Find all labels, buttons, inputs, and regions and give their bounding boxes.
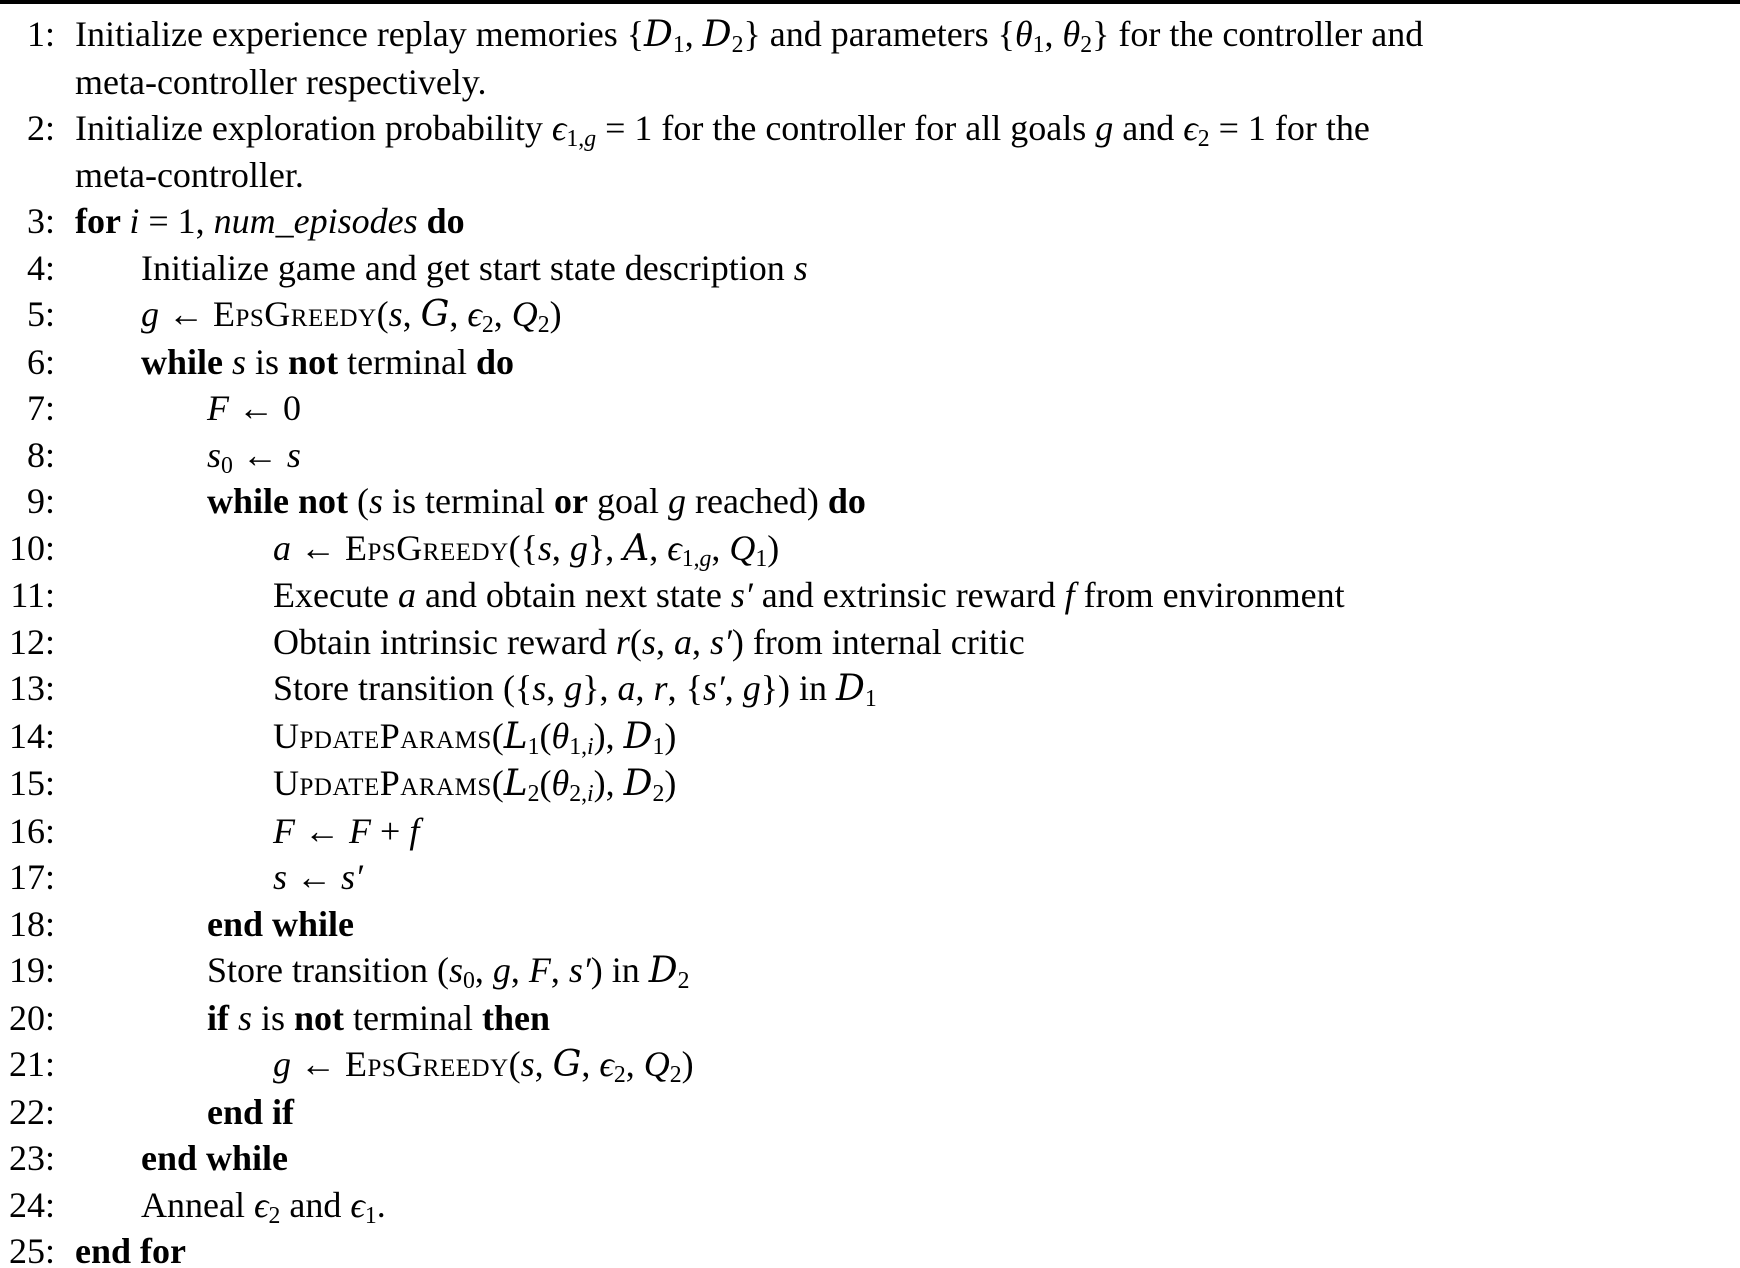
text-segment: ) from internal critic (731, 621, 1025, 662)
line-number: 20: (8, 997, 55, 1038)
text-segment: , (474, 950, 493, 990)
line-number: 6: (26, 341, 55, 382)
text-segment: , (449, 294, 468, 334)
text-segment: , (649, 527, 668, 568)
line-number: 5: (26, 294, 55, 334)
algo-line-8 (0, 432, 1740, 479)
algo-line-6 (0, 339, 1740, 386)
text-segment: , (724, 668, 743, 708)
text-segment: g (141, 294, 159, 334)
text-segment: ( (348, 481, 370, 521)
algo-line-16 (0, 808, 1740, 855)
line-number: 9: (26, 481, 55, 521)
text-segment: EpsGreedy (213, 294, 377, 334)
line-number: 14: (8, 715, 55, 756)
text-segment: , (1044, 14, 1063, 54)
text-segment: ϵ (350, 1184, 365, 1225)
text-segment: , (635, 668, 654, 708)
text-segment: Q (511, 294, 538, 334)
text-segment: g (1095, 108, 1114, 148)
text-segment: ) in (590, 950, 649, 990)
text-segment: ← (291, 1044, 345, 1084)
text-segment: Obtain intrinsic reward (273, 621, 616, 662)
text-segment: i (587, 780, 594, 807)
text-segment: not (294, 997, 345, 1038)
algo-line-14 (0, 713, 1740, 761)
text-segment: g (569, 527, 588, 568)
text-segment: Initialize experience replay memories { (75, 14, 645, 54)
text-segment: g (667, 481, 686, 521)
text-segment: , (493, 294, 512, 334)
line-number: 2: (26, 108, 55, 148)
text-segment: } for the controller and (1092, 14, 1424, 54)
text-segment: ) (549, 294, 562, 334)
text-segment: not (288, 341, 339, 382)
text-segment: , (655, 621, 674, 662)
text-segment: and extrinsic reward (752, 575, 1065, 615)
text-segment: ( (491, 715, 504, 756)
algo-line-2 (0, 105, 1740, 198)
text-segment: i (129, 201, 140, 241)
text-segment: while (207, 481, 299, 521)
text-segment: F (528, 950, 551, 990)
text-segment: num_episodes (213, 201, 418, 241)
line-content (75, 854, 1740, 901)
text-segment: g (584, 125, 597, 152)
line-number: 23: (8, 1138, 55, 1178)
line-content (75, 11, 1740, 105)
text-segment: L (503, 763, 528, 804)
text-segment: ) (664, 763, 677, 803)
text-segment: F (207, 388, 229, 428)
text-segment: G (552, 1044, 582, 1085)
line-number: 13: (8, 668, 55, 708)
text-segment: s (369, 481, 384, 521)
text-segment: Q (729, 527, 756, 568)
text-segment: 2 (669, 1061, 682, 1088)
text-segment: , (510, 950, 529, 990)
text-segment: 0 (462, 967, 475, 994)
text-segment: s (520, 1044, 535, 1084)
text-segment: ← (287, 857, 342, 897)
text-segment: 2 (268, 1202, 281, 1229)
text-segment: }) in (760, 668, 837, 708)
text-segment: ( (629, 621, 642, 662)
line-number: 21: (8, 1044, 55, 1084)
line-number: 7: (26, 388, 55, 428)
algo-line-3 (0, 198, 1740, 245)
text-segment: do (827, 481, 866, 521)
text-segment: do (426, 201, 465, 241)
text-segment: 0 (221, 452, 233, 479)
text-segment: i (587, 733, 594, 760)
line-number: 1: (26, 14, 55, 54)
text-segment: , (534, 1044, 553, 1084)
text-segment: D (623, 715, 653, 757)
text-segment: θ (551, 763, 570, 803)
algo-line-23 (0, 1135, 1740, 1182)
text-segment: s (793, 247, 808, 288)
line-number: 11: (10, 575, 55, 615)
text-segment: 1 (755, 545, 768, 572)
line-number: 17: (8, 857, 55, 897)
text-segment: Initialize game and get start state description (141, 247, 794, 288)
text-segment: if (207, 997, 238, 1038)
text-segment: , (546, 668, 565, 708)
line-number: 19: (8, 950, 55, 990)
text-segment: s (388, 294, 403, 334)
text-segment: 1, (681, 545, 700, 572)
text-segment: = 1, (139, 201, 214, 241)
line-number: 4: (26, 247, 55, 288)
text-segment: ϵ (551, 108, 567, 148)
algo-line-7 (0, 385, 1740, 432)
text-segment: g (699, 545, 712, 572)
text-segment: s (232, 341, 247, 382)
line-content (75, 760, 1740, 808)
text-segment: and (280, 1184, 351, 1225)
text-segment: g (742, 668, 761, 708)
line-number: 10: (8, 527, 55, 568)
text-segment: Anneal (141, 1184, 254, 1225)
text-segment: s′ (568, 950, 591, 990)
text-segment: + (371, 810, 410, 851)
text-segment: D (623, 763, 653, 804)
text-segment: then (482, 997, 551, 1038)
text-segment: ← (159, 294, 213, 334)
line-content (75, 198, 1740, 245)
algo-line-11 (0, 572, 1740, 619)
text-segment: ϵ (667, 527, 682, 568)
text-segment: 1, (569, 733, 587, 760)
text-segment: D (702, 14, 732, 55)
algo-line-24 (0, 1182, 1740, 1229)
line-content (75, 665, 1740, 713)
text-segment: ( (491, 763, 504, 803)
text-segment: meta-controller. (75, 154, 304, 195)
text-segment: ), (593, 715, 624, 756)
text-segment: ϵ (467, 294, 482, 334)
text-segment: = 1 for the controller for all goals (596, 108, 1096, 148)
algo-line-18 (0, 901, 1740, 948)
algo-line-1 (0, 11, 1740, 105)
line-content (75, 291, 1740, 339)
text-segment: and obtain next state (415, 575, 731, 615)
text-segment: Store transition ( (207, 950, 449, 990)
text-segment: , (625, 1044, 644, 1084)
text-segment: , (551, 527, 570, 568)
line-content (75, 1135, 1740, 1182)
algo-line-17 (0, 854, 1740, 901)
text-segment: F (273, 810, 295, 851)
algo-line-21 (0, 1041, 1740, 1089)
text-segment: A (623, 527, 650, 569)
line-number: 22: (8, 1091, 55, 1132)
text-segment: 2 (677, 967, 690, 994)
text-segment: f (409, 810, 420, 851)
text-segment: ) (767, 527, 780, 568)
text-segment: and (1113, 108, 1184, 148)
text-segment: meta-controller respectively. (75, 61, 487, 102)
line-content (75, 619, 1740, 666)
text-segment: ϵ (1183, 108, 1198, 148)
text-segment: D (836, 668, 865, 709)
line-number: 25: (8, 1231, 55, 1268)
text-segment: ← (232, 434, 287, 475)
text-segment: f (1064, 575, 1075, 615)
text-segment: ), (593, 763, 624, 803)
text-segment: is (246, 341, 289, 382)
text-segment: ← 0 (229, 388, 301, 428)
algo-line-5 (0, 291, 1740, 339)
line-number: 12: (8, 621, 55, 662)
text-segment: a (273, 527, 291, 568)
text-segment: for (75, 201, 130, 241)
line-content (75, 525, 1740, 573)
text-segment: ) (681, 1044, 694, 1084)
text-segment: from environment (1074, 575, 1345, 615)
text-segment: ) (664, 715, 677, 756)
line-content (75, 1182, 1740, 1229)
text-segment: UpdateParams (273, 763, 492, 803)
text-segment: 2, (569, 780, 587, 807)
text-segment: g (492, 950, 511, 990)
text-segment: not (298, 481, 349, 521)
text-segment: , { (667, 668, 703, 708)
text-segment: ( (376, 294, 389, 334)
text-segment: . (376, 1184, 386, 1225)
text-segment: Store transition ({ (273, 668, 533, 708)
line-content (75, 808, 1740, 855)
line-number: 16: (8, 810, 55, 851)
text-segment (418, 201, 427, 241)
text-segment: s′ (341, 857, 363, 897)
text-segment: while (141, 341, 233, 382)
text-segment: 2 (537, 311, 550, 338)
text-segment: 2 (613, 1061, 626, 1088)
algo-line-20 (0, 995, 1740, 1042)
text-segment: θ (1062, 14, 1081, 54)
text-segment: 1 (1032, 31, 1045, 58)
text-segment: a (397, 575, 416, 615)
text-segment: s (448, 950, 463, 990)
line-content (75, 947, 1740, 995)
algorithm-listing (0, 4, 1740, 1268)
line-number: 18: (8, 903, 55, 944)
text-segment: s (641, 621, 656, 662)
text-segment: s′ (730, 575, 753, 615)
line-content (75, 478, 1740, 525)
text-segment: }, (582, 668, 618, 708)
text-segment: s′ (702, 668, 725, 708)
text-segment: ( (508, 1044, 521, 1084)
text-segment: ϵ (253, 1184, 269, 1225)
line-content (75, 1228, 1740, 1268)
text-segment: terminal (344, 997, 482, 1038)
line-number: 8: (26, 434, 55, 475)
text-segment: 1 (672, 31, 685, 58)
text-segment: is (252, 997, 295, 1038)
text-segment: s′ (709, 621, 732, 662)
text-segment: G (420, 294, 450, 335)
text-segment: 2 (1080, 31, 1093, 58)
line-content (75, 995, 1740, 1042)
text-segment: θ (551, 715, 570, 756)
algo-line-4 (0, 245, 1740, 292)
text-segment: D (644, 14, 673, 55)
algo-line-12 (0, 619, 1740, 666)
algo-line-10 (0, 525, 1740, 573)
line-content (75, 1089, 1740, 1136)
line-content (75, 105, 1740, 198)
text-segment: r (653, 668, 668, 708)
text-segment: }, (587, 527, 624, 568)
text-segment: s (286, 434, 301, 475)
line-number: 24: (8, 1184, 55, 1225)
text-segment: 2 (481, 311, 494, 338)
line-number: 15: (8, 763, 55, 803)
text-segment: r (615, 621, 630, 662)
text-segment: is terminal (383, 481, 555, 521)
text-segment: end if (207, 1091, 295, 1132)
text-segment: s (537, 527, 552, 568)
text-segment: ({ (508, 527, 538, 568)
algo-line-9 (0, 478, 1740, 525)
algo-line-15 (0, 760, 1740, 808)
text-segment: , (402, 294, 421, 334)
text-segment: , (691, 621, 710, 662)
text-segment: Q (643, 1044, 670, 1084)
text-segment: UpdateParams (273, 715, 492, 756)
line-number: 3: (26, 201, 55, 241)
algo-line-25 (0, 1228, 1740, 1268)
text-segment: s (273, 857, 288, 897)
text-segment: end while (141, 1138, 289, 1178)
text-segment: g (564, 668, 583, 708)
text-segment: a (673, 621, 692, 662)
text-segment: , (711, 527, 730, 568)
text-segment: L (503, 715, 528, 757)
text-segment: EpsGreedy (345, 527, 509, 568)
text-segment: g (273, 1044, 291, 1084)
line-content (75, 572, 1740, 619)
text-segment: reached) (685, 481, 828, 521)
text-segment: do (476, 341, 515, 382)
text-segment: 2 (652, 780, 665, 807)
text-segment: Execute (273, 575, 398, 615)
algo-line-13 (0, 665, 1740, 713)
text-segment: or (554, 481, 588, 521)
text-segment: ← (291, 527, 345, 568)
algo-line-19 (0, 947, 1740, 995)
text-segment: 1, (566, 125, 585, 152)
line-content (75, 245, 1740, 292)
text-segment: , (684, 14, 703, 54)
text-segment: ← (295, 810, 349, 851)
line-content (75, 339, 1740, 386)
text-segment: D (648, 950, 678, 991)
text-segment: 2 (527, 780, 540, 807)
line-content (75, 385, 1740, 432)
text-segment: θ (1014, 14, 1033, 54)
text-segment: 1 (364, 1202, 377, 1229)
text-segment: s (207, 434, 222, 475)
text-segment: , (550, 950, 569, 990)
line-content (75, 432, 1740, 479)
text-segment: Initialize exploration probability (75, 108, 552, 148)
text-segment: a (617, 668, 636, 708)
line-content (75, 901, 1740, 948)
text-segment: ( (539, 763, 552, 803)
text-segment: 1 (527, 733, 540, 760)
text-segment: EpsGreedy (345, 1044, 509, 1084)
text-segment: = 1 for the (1209, 108, 1370, 148)
text-segment: F (349, 810, 371, 851)
line-content (75, 1041, 1740, 1089)
text-segment: ( (539, 715, 552, 756)
text-segment: , (581, 1044, 600, 1084)
text-segment: 1 (864, 685, 877, 712)
text-segment: ϵ (599, 1044, 614, 1084)
text-segment: 2 (731, 31, 744, 58)
text-segment: } and parameters { (743, 14, 1015, 54)
algo-line-22 (0, 1089, 1740, 1136)
text-segment: 2 (1197, 125, 1210, 152)
text-segment: goal (588, 481, 668, 521)
text-segment: terminal (338, 341, 477, 382)
text-segment: 1 (652, 733, 665, 760)
line-content (75, 713, 1740, 761)
text-segment: s (238, 997, 253, 1038)
text-segment: end while (207, 903, 355, 944)
text-segment: end for (75, 1231, 186, 1268)
text-segment: s (532, 668, 547, 708)
